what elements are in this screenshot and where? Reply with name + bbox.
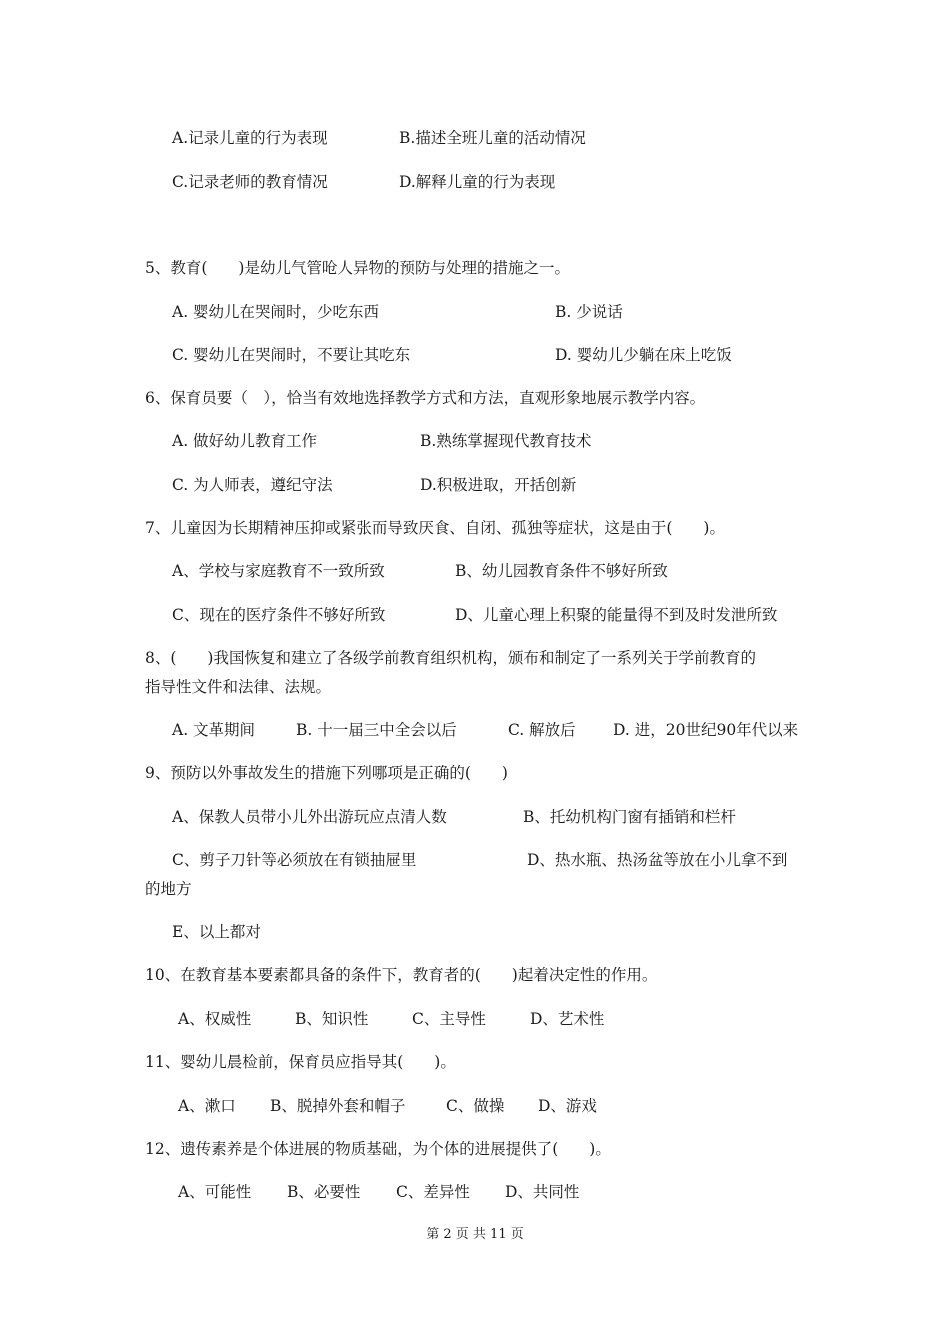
q6-option-a: A. 做好幼儿教育工作 <box>172 432 318 450</box>
q8-option-b: B. 十一届三中全会以后 <box>296 721 457 739</box>
q11-option-a: A、漱口 <box>178 1097 236 1115</box>
q7-option-d: D、儿童心理上积聚的能量得不到及时发泄所致 <box>455 606 778 624</box>
q12-option-a: A、可能性 <box>178 1183 252 1201</box>
page-footer: 第 2 页 共 11 页 <box>426 1227 524 1242</box>
q11-option-b: B、脱掉外套和帽子 <box>270 1097 406 1115</box>
q10-option-a: A、权威性 <box>178 1010 252 1028</box>
q4-option-d: D.解释儿童的行为表现 <box>399 173 556 191</box>
q7-option-c: C、现在的医疗条件不够好所致 <box>172 606 386 624</box>
q11-option-d: D、游戏 <box>538 1097 597 1115</box>
q6-option-b: B.熟练掌握现代教育技术 <box>420 432 592 450</box>
q5-option-c: C. 婴幼儿在哭闹时，不要让其吃东 <box>172 346 411 364</box>
q8-stem-line1: 8、( )我国恢复和建立了各级学前教育组织机构，颁布和制定了一系列关于学前教育的 <box>145 649 756 667</box>
q7-option-b: B、幼儿园教育条件不够好所致 <box>455 562 668 580</box>
q7-stem: 7、儿童因为长期精神压抑或紧张而导致厌食、自闭、孤独等症状，这是由于( )。 <box>145 519 725 537</box>
q11-stem: 11、婴幼儿晨检前，保育员应指导其( )。 <box>145 1053 456 1071</box>
q11-option-c: C、做操 <box>446 1097 505 1115</box>
q9-option-a: A、保教人员带小儿外出游玩应点清人数 <box>172 808 447 826</box>
q7-option-a: A、学校与家庭教育不一致所致 <box>172 562 385 580</box>
q6-stem: 6、保育员要（ ），恰当有效地选择教学方式和方法，直观形象地展示教学内容。 <box>145 389 706 407</box>
q5-option-a: A. 婴幼儿在哭闹时，少吃东西 <box>172 303 380 321</box>
q8-option-d: D. 进，20世纪90年代以来 <box>613 721 799 739</box>
q10-option-c: C、主导性 <box>412 1010 486 1028</box>
q9-option-e: E、以上都对 <box>172 923 261 941</box>
q4-option-a: A.记录儿童的行为表现 <box>172 129 328 147</box>
q9-option-d-line1: D、热水瓶、热汤盆等放在小儿拿不到 <box>527 851 788 869</box>
q4-option-b: B.描述全班儿童的活动情况 <box>399 129 586 147</box>
q8-option-a: A. 文革期间 <box>172 721 256 739</box>
q12-option-d: D、共同性 <box>505 1183 580 1201</box>
q10-stem: 10、在教育基本要素都具备的条件下，教育者的( )起着决定性的作用。 <box>145 966 658 984</box>
q12-option-c: C、差异性 <box>396 1183 470 1201</box>
q8-option-c: C. 解放后 <box>508 721 576 739</box>
q9-stem: 9、预防以外事故发生的措施下列哪项是正确的( ) <box>145 764 508 782</box>
q6-option-c: C. 为人师表，遵纪守法 <box>172 476 333 494</box>
q6-option-d: D.积极进取，开括创新 <box>420 476 577 494</box>
q8-stem-line2: 指导性文件和法律、法规。 <box>145 678 332 696</box>
q5-option-b: B. 少说话 <box>555 303 623 321</box>
q9-option-b: B、托幼机构门窗有插销和栏杆 <box>523 808 736 826</box>
q10-option-d: D、艺术性 <box>530 1010 605 1028</box>
q9-option-d-line2: 的地方 <box>145 880 192 898</box>
q5-option-d: D. 婴幼儿少躺在床上吃饭 <box>555 346 732 364</box>
q4-option-c: C.记录老师的教育情况 <box>172 173 328 191</box>
q12-option-b: B、必要性 <box>287 1183 361 1201</box>
q10-option-b: B、知识性 <box>295 1010 369 1028</box>
q5-stem: 5、教育( )是幼儿气管呛人异物的预防与处理的措施之一。 <box>145 259 570 277</box>
q12-stem: 12、遗传素养是个体进展的物质基础，为个体的进展提供了( )。 <box>145 1140 611 1158</box>
q9-option-c: C、剪子刀针等必须放在有锁抽屉里 <box>172 851 417 869</box>
